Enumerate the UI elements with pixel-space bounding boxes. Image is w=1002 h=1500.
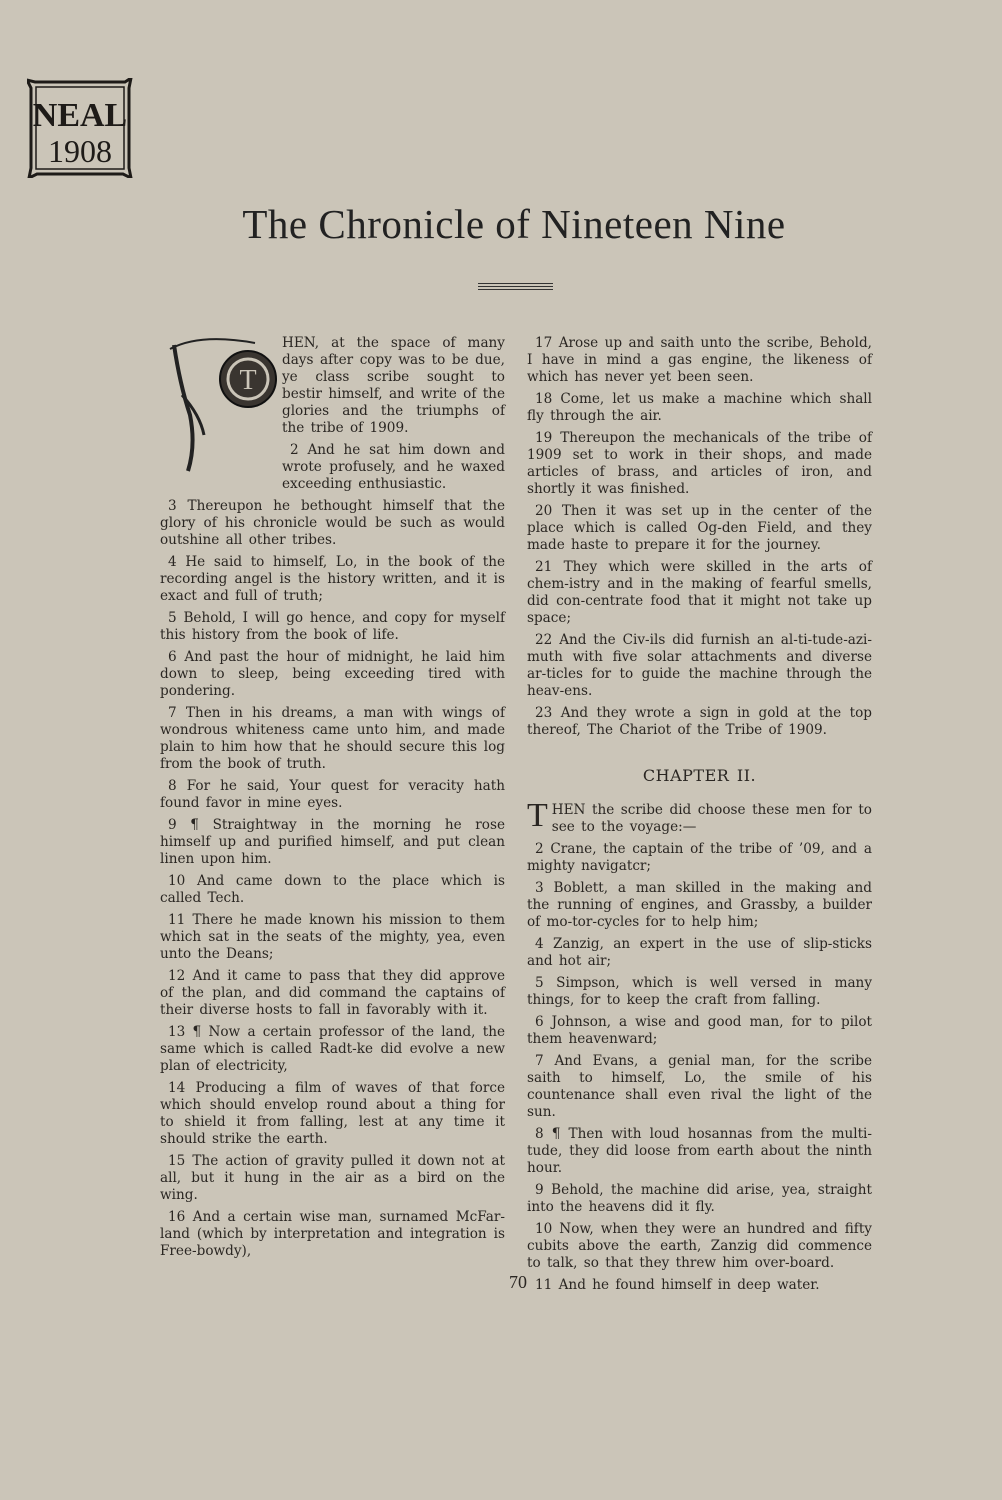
title-divider	[478, 283, 553, 290]
paragraph: HEN, at the space of many days after copy was to be due, ye class scribe sought to bestir himself, and write of the glories and the triumphs of the tribe of 1909.	[282, 335, 505, 436]
left-column	[160, 335, 505, 1265]
paragraph: 23 And they wrote a sign in gold at the top thereof, The Chariot of the Tribe of 1909.	[527, 705, 872, 738]
paragraph: 11 And he found himself in deep water.	[535, 1277, 820, 1293]
paragraph: 2 Crane, the captain of the tribe of ’09, and a mighty navigatcr;	[527, 841, 872, 874]
paragraph: 3 Thereupon he bethought himself that the glory of his chronicle would be such as would outshine all other tribes.	[160, 498, 505, 548]
paragraph: 9 ¶ Straightway in the morning he rose himself up and purified himself, and put clean linen upon him.	[160, 817, 505, 867]
paragraph: 17 Arose up and saith unto the scribe, Behold, I have in mind a gas engine, the likeness of which has never yet been seen.	[527, 335, 872, 385]
paragraph	[527, 797, 872, 836]
svg-text:1908: 1908	[48, 133, 112, 169]
page-number: 70	[509, 1272, 527, 1292]
paragraph: 8 ¶ Then with loud hosannas from the multi-tude, they did loose from earth about the ninth hour.	[527, 1126, 872, 1176]
chapter-dropcap: T	[527, 797, 548, 834]
chapter-heading: CHAPTER II.	[642, 766, 757, 785]
right-column	[527, 335, 872, 1299]
paragraph: 4 Zanzig, an expert in the use of slip-sticks and hot air;	[527, 936, 872, 969]
paragraph: 2 And he sat him down and wrote profusely, and he waxed exceeding enthusiastic.	[282, 442, 505, 492]
paragraph: 22 And the Civ-ils did furnish an al-ti-tude-azi-muth with five solar attachments and diverse ar-ticles for to guide the machine through the heav-ens.	[527, 632, 872, 699]
paragraph: 19 Thereupon the mechanicals of the tribe of 1909 set to work in their shops, and made articles of brass, and articles of iron, and shortly it was finished.	[527, 430, 872, 497]
paragraph: 18 Come, let us make a machine which shall fly through the air.	[527, 391, 872, 424]
paragraph: 11 There he made known his mission to them which sat in the seats of the mighty, yea, even unto the Deans;	[160, 912, 505, 962]
paragraph: 16 And a certain wise man, surnamed McFar-land (which by interpretation and integration is Free-bowdy),	[160, 1209, 505, 1259]
paragraph: 14 Producing a film of waves of that force which should envelop round about a thing for to shield it from falling, lest at any time it should strike the earth.	[160, 1080, 505, 1147]
paragraph: 15 The action of gravity pulled it down not at all, but it hung in the air as a bird on the wing.	[160, 1153, 505, 1203]
paragraph: 10 And came down to the place which is called Tech.	[160, 873, 505, 906]
paragraph: 7 And Evans, a genial man, for the scribe saith to himself, Lo, the smile of his countenance shall even rival the light of the sun.	[527, 1053, 872, 1120]
paragraph: 13 ¶ Now a certain professor of the land, the same which is called Radt-ke did evolve a new plan of electricity,	[160, 1024, 505, 1074]
chapter-intro: HEN the scribe did choose these men for to see to the voyage:—	[551, 802, 872, 835]
paragraph: 6 And past the hour of midnight, he laid him down to sleep, being exceeding tired with pondering.	[160, 649, 505, 699]
paragraph: 20 Then it was set up in the center of the place which is called Og-den Field, and they made haste to prepare it for the journey.	[527, 503, 872, 553]
paragraph: 6 Johnson, a wise and good man, for to pilot them heavenward;	[527, 1014, 872, 1047]
paragraph: 21 They which were skilled in the arts of chem-istry and in the making of fearful smells, did con-centrate food that it might not take up space;	[527, 559, 872, 626]
ornamental-dropcap-w-icon	[160, 335, 278, 477]
paragraph: 8 For he said, Your quest for veracity hath found favor in mine eyes.	[160, 778, 505, 811]
paragraph: 12 And it came to pass that they did approve of the plan, and did command the captains of their diverse hosts to fall in favorably with it.	[160, 968, 505, 1018]
paragraph: 5 Behold, I will go hence, and copy for myself this history from the book of life.	[160, 610, 505, 643]
paragraph: 7 Then in his dreams, a man with wings of wondrous whiteness came unto him, and made plain to him how that he should secure this log from the book of truth.	[160, 705, 505, 772]
paragraph: 4 He said to himself, Lo, in the book of the recording angel is the history written, and it is exact and full of truth;	[160, 554, 505, 604]
paragraph: 9 Behold, the machine did arise, yea, straight into the heavens did it fly.	[527, 1182, 872, 1215]
paragraph: 3 Boblett, a man skilled in the making and the running of engines, and Grassby, a builder of mo-tor-cycles for to help him;	[527, 880, 872, 930]
svg-text:NEAL: NEAL	[32, 97, 128, 134]
paragraph: 5 Simpson, which is well versed in many things, for to keep the craft from falling.	[527, 975, 872, 1008]
paragraph: 10 Now, when they were an hundred and fifty cubits above the earth, Zanzig did commence to talk, so that they threw him over-board.	[527, 1221, 872, 1271]
page-title: The Chronicle of Nineteen Nine	[242, 201, 786, 247]
svg-text:T: T	[239, 365, 257, 396]
neal-1908-logo	[27, 78, 133, 178]
